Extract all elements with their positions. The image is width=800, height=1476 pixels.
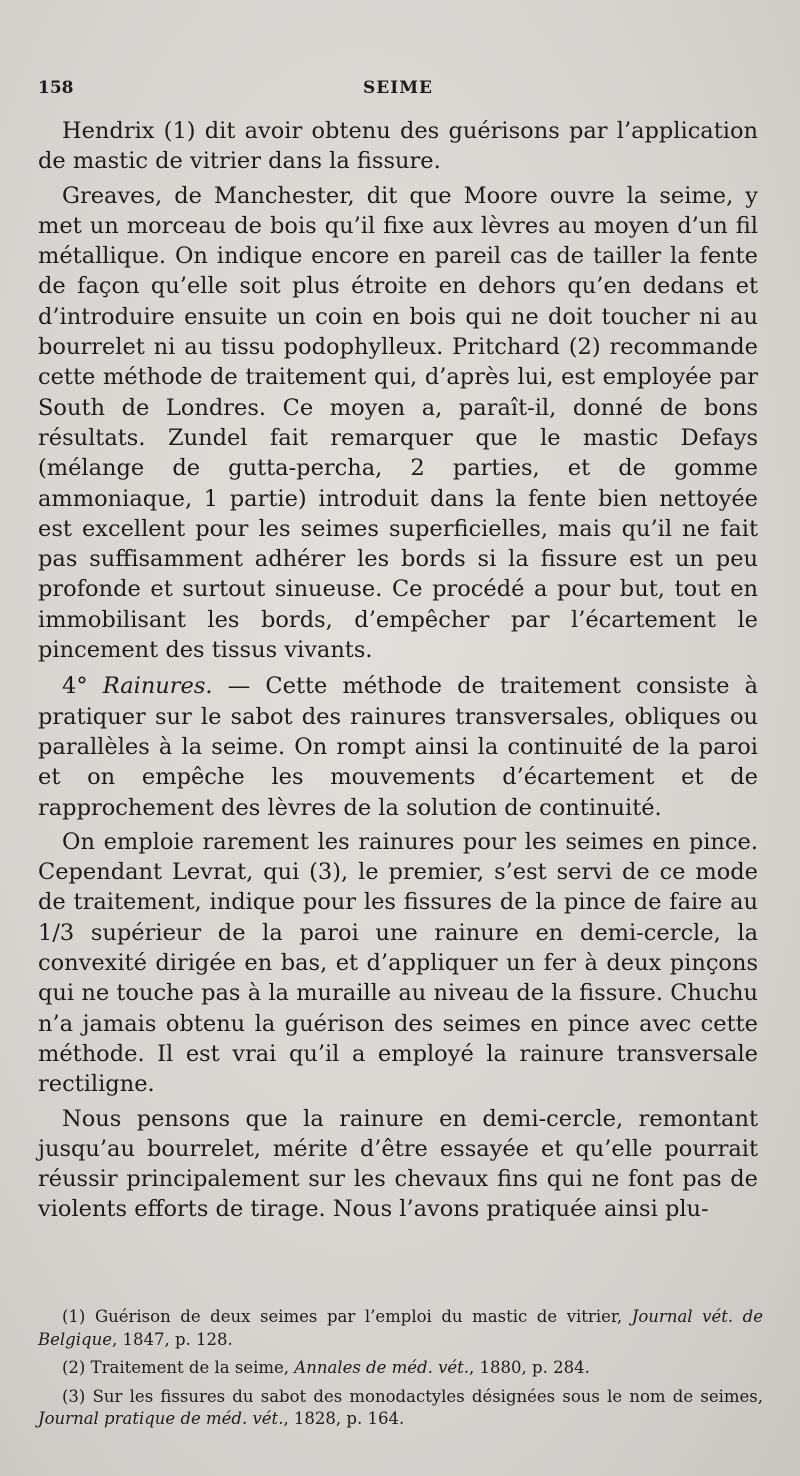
footnote-1-text: (1) Guérison de deux seimes par l’emploi du mastic de vitrier,	[62, 1307, 632, 1326]
section-title: Rainures.	[102, 673, 213, 700]
main-text	[38, 116, 758, 1229]
page-number: 158	[38, 78, 74, 98]
footnote-3	[38, 1386, 763, 1431]
section-number: 4°	[62, 673, 88, 700]
footnote-3-ref: , 1828, p. 164.	[283, 1409, 405, 1429]
paragraph-nous-pensons: Nous pensons que la rainure en demi-cercle, remontant jusqu’au bourrelet, mérite d’être essayée et qu’elle pourrait réussir principalement sur les chevaux fins qui ne font pas de violents efforts de tirage. Nous l’avons pratiquée ainsi plu-	[38, 1105, 758, 1223]
running-head: SEIME	[363, 78, 433, 98]
footnote-3-journal: Journal pratique de méd. vét.	[38, 1409, 284, 1429]
section-text: — Cette méthode de traitement consiste à pratiquer sur le sabot des rainures transversales, obliques ou parallèles à la seime. On rompt ainsi la continuité de la paroi et on empêche les mouvements d’écartement et de rapprochement des lèvres de la solution de continuité.	[38, 673, 758, 821]
footnote-3-text: (3) Sur les fissures du sabot des monodactyles désignées sous le nom de seimes,	[62, 1386, 763, 1406]
footnote-2-journal: Annales de méd. vét.	[294, 1358, 470, 1378]
paragraph-greaves: Greaves, de Manchester, dit que Moore ouvre la seime, y met un morceau de bois qu’il fixe aux lèvres au moyen d’un fil métallique. On indique encore en pareil cas de tailler la fente de façon qu’elle soit plus étroite en dehors qu’en dedans et d’introduire ensuite un coin en bois qui ne doit toucher ni au bourrelet ni au tissu podophylleux. Pritchard (2) recommande cette méthode de traitement qui, d’après lui, est employée par South de Londres. Ce moyen a, paraît-il, donné de bons résultats. Zundel fait remarquer que le mastic Defays (mélange de gutta-percha, 2 parties, et de gomme ammoniaque, 1 partie) introduit dans la fente bien nettoyée est excellent pour les seimes superficielles, mais qu’il ne fait pas suffisamment adhérer les bords si la fissure est un peu profonde et surtout sinueuse. Ce procédé a pour but, tout en immobilisant les bords, d’empêcher par l’écartement le pincement des tissus vivants.	[38, 182, 758, 664]
footnote-1-journal: Journal vét. de Belgique	[38, 1307, 763, 1349]
footnote-2-ref: , 1880, p. 284.	[469, 1358, 590, 1378]
paragraph-rainures	[38, 671, 758, 822]
footnote-1	[38, 1306, 763, 1351]
page-header	[38, 78, 758, 104]
footnote-2-text: (2) Traitement de la seime,	[62, 1358, 295, 1378]
paragraph-hendrix: Hendrix (1) dit avoir obtenu des guérisons par l’application de mastic de vitrier dans la fissure.	[38, 118, 758, 175]
footnote-2	[38, 1357, 763, 1380]
footnote-1-ref: , 1847, p. 128.	[111, 1329, 233, 1349]
footnotes	[38, 1306, 763, 1437]
paragraph-levrat: On emploie rarement les rainures pour les seimes en pince. Cependant Levrat, qui (3), le premier, s’est servi de ce mode de traitement, indique pour les fissures de la pince de faire au 1/3 supérieur de la paroi une rainure en demi-cercle, la convexité dirigée en bas, et d’appliquer un fer à deux pinçons qui ne touche pas à la muraille au niveau de la fissure. Chuchu n’a jamais obtenu la guérison des seimes en pince avec cette méthode. Il est vrai qu’il a employé la rainure transversale rectiligne.	[38, 828, 758, 1098]
